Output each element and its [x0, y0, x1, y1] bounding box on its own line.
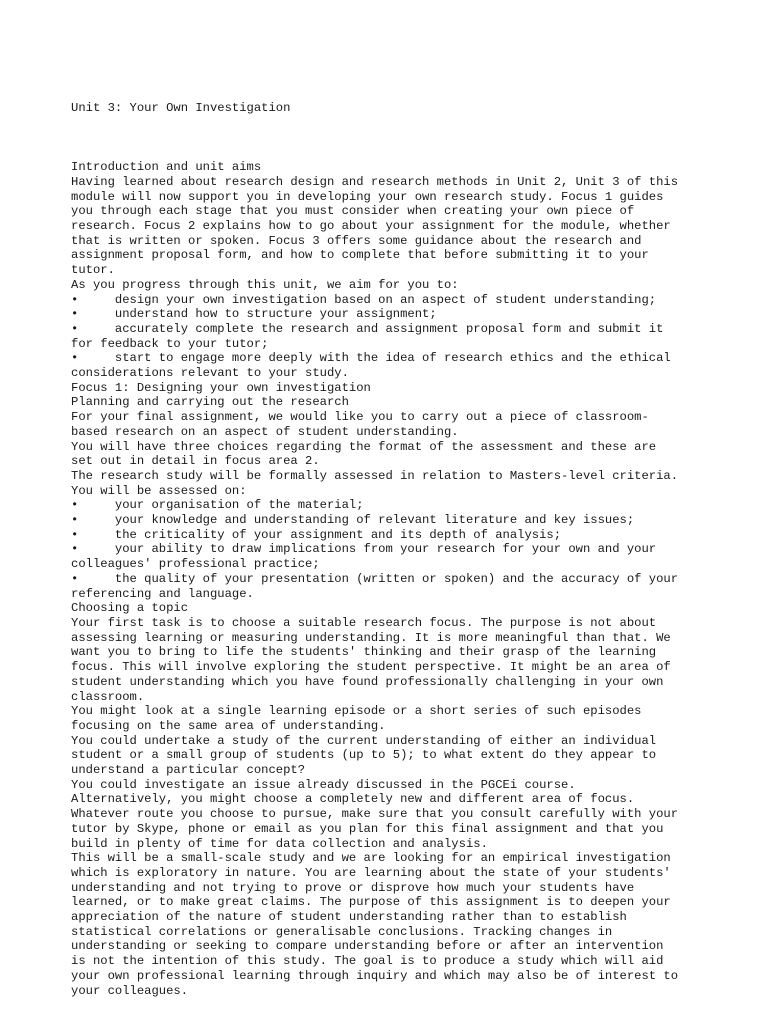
text-line: set out in detail in focus area 2. — [71, 454, 320, 469]
text-line: understanding and not trying to prove or disprove how much your students have — [71, 880, 635, 895]
text-line: • the quality of your presentation (written or spoken) and the accuracy of your — [71, 571, 679, 586]
text-line: Your first task is to choose a suitable research focus. The purpose is not about — [71, 616, 657, 630]
document-title: Unit 3: Your Own Investigation — [71, 101, 291, 116]
text-line: Focus 1: Designing your own investigation — [71, 380, 371, 395]
text-line: referencing and language. — [71, 586, 254, 601]
text-line: You could investigate an issue already discussed in the PGCEi course. — [71, 777, 576, 792]
text-line: which is exploratory in nature. You are learning about the state of your students' — [71, 865, 671, 880]
text-line: considerations relevant to your study. — [71, 366, 349, 381]
text-line: You could undertake a study of the current understanding of either an individual — [71, 733, 657, 748]
text-line: tutor by Skype, phone or email as you plan for this final assignment and that you — [71, 821, 664, 836]
text-line: • your organisation of the material; — [71, 498, 364, 513]
text-line: understanding or seeking to compare understanding before or after an intervention — [71, 939, 664, 954]
text-line: learned, or to make great claims. The purpose of this assignment is to deepen your — [71, 895, 671, 910]
text-line: assessing learning or measuring understanding. It is more meaningful than that. We — [71, 630, 671, 645]
text-line: appreciation of the nature of student understanding rather than to establish — [71, 910, 627, 925]
text-line: based research on an aspect of student understanding. — [71, 424, 459, 439]
text-line: focusing on the same area of understanding. — [71, 718, 386, 733]
document-body — [71, 160, 731, 998]
text-line: The research study will be formally assessed in relation to Masters-level criteria. — [71, 468, 679, 483]
text-line: understand a particular concept? — [71, 763, 306, 778]
text-line: colleagues' professional practice; — [71, 557, 320, 572]
text-line: Choosing a topic — [71, 601, 189, 616]
text-line: classroom. — [71, 689, 145, 704]
text-line: Introduction and unit aims — [71, 160, 262, 175]
text-line: • your knowledge and understanding of relevant literature and key issues; — [71, 513, 635, 528]
text-line: Alternatively, you might choose a completely new and different area of focus. — [71, 792, 635, 807]
text-line: build in plenty of time for data collection and analysis. — [71, 836, 488, 851]
text-line: This will be a small-scale study and we are looking for an empirical investigation — [71, 851, 671, 866]
text-line: student or a small group of students (up to 5); to what extent do they appear to — [71, 748, 657, 763]
text-line: you through each stage that you must consider when creating your own piece of — [71, 204, 635, 219]
text-line: module will now support you in developing your own research study. Focus 1 guides — [71, 189, 664, 204]
text-line: assignment proposal form, and how to complete that before submitting it to your — [71, 248, 649, 263]
text-line: Planning and carrying out the research — [71, 395, 349, 410]
text-line: • design your own investigation based on an aspect of student understanding; — [71, 292, 657, 307]
text-line: You might look at a single learning episode or a short series of such episodes — [71, 704, 642, 719]
document-page — [71, 72, 731, 1013]
text-line: • your ability to draw implications from your research for your own and your — [71, 542, 657, 557]
text-line: Having learned about research design and research methods in Unit 2, Unit 3 of this — [71, 174, 679, 189]
text-line: that is written or spoken. Focus 3 offers some guidance about the research and — [71, 233, 642, 248]
text-line: Whatever route you choose to pursue, make sure that you consult carefully with your — [71, 807, 679, 822]
text-line: for feedback to your tutor; — [71, 336, 269, 351]
text-line: statistical correlations or generalisable conclusions. Tracking changes in — [71, 924, 613, 939]
text-line: focus. This will involve exploring the student perspective. It might be an area of — [71, 660, 671, 675]
text-line: You will have three choices regarding the format of the assessment and these are — [71, 439, 657, 454]
text-line: is not the intention of this study. The goal is to produce a study which will aid — [71, 954, 664, 969]
text-line: • understand how to structure your assignment; — [71, 307, 437, 322]
text-line: • start to engage more deeply with the idea of research ethics and the ethical — [71, 351, 671, 366]
text-line: research. Focus 2 explains how to go about your assignment for the module, whether — [71, 219, 671, 234]
text-line: • the criticality of your assignment and its depth of analysis; — [71, 527, 562, 542]
text-line: You will be assessed on: — [71, 483, 247, 498]
text-line: your colleagues. — [71, 983, 189, 998]
text-line: For your final assignment, we would like you to carry out a piece of classroom- — [71, 410, 649, 425]
text-line: • accurately complete the research and assignment proposal form and submit it — [71, 321, 664, 336]
text-line: tutor. — [71, 263, 115, 278]
text-line: student understanding which you have found professionally challenging in your own — [71, 674, 664, 689]
text-line: want you to bring to life the students' thinking and their grasp of the learning — [71, 645, 657, 660]
text-line: your own professional learning through inquiry and which may also be of interest to — [71, 968, 679, 983]
text-line: As you progress through this unit, we aim for you to: — [71, 277, 459, 292]
